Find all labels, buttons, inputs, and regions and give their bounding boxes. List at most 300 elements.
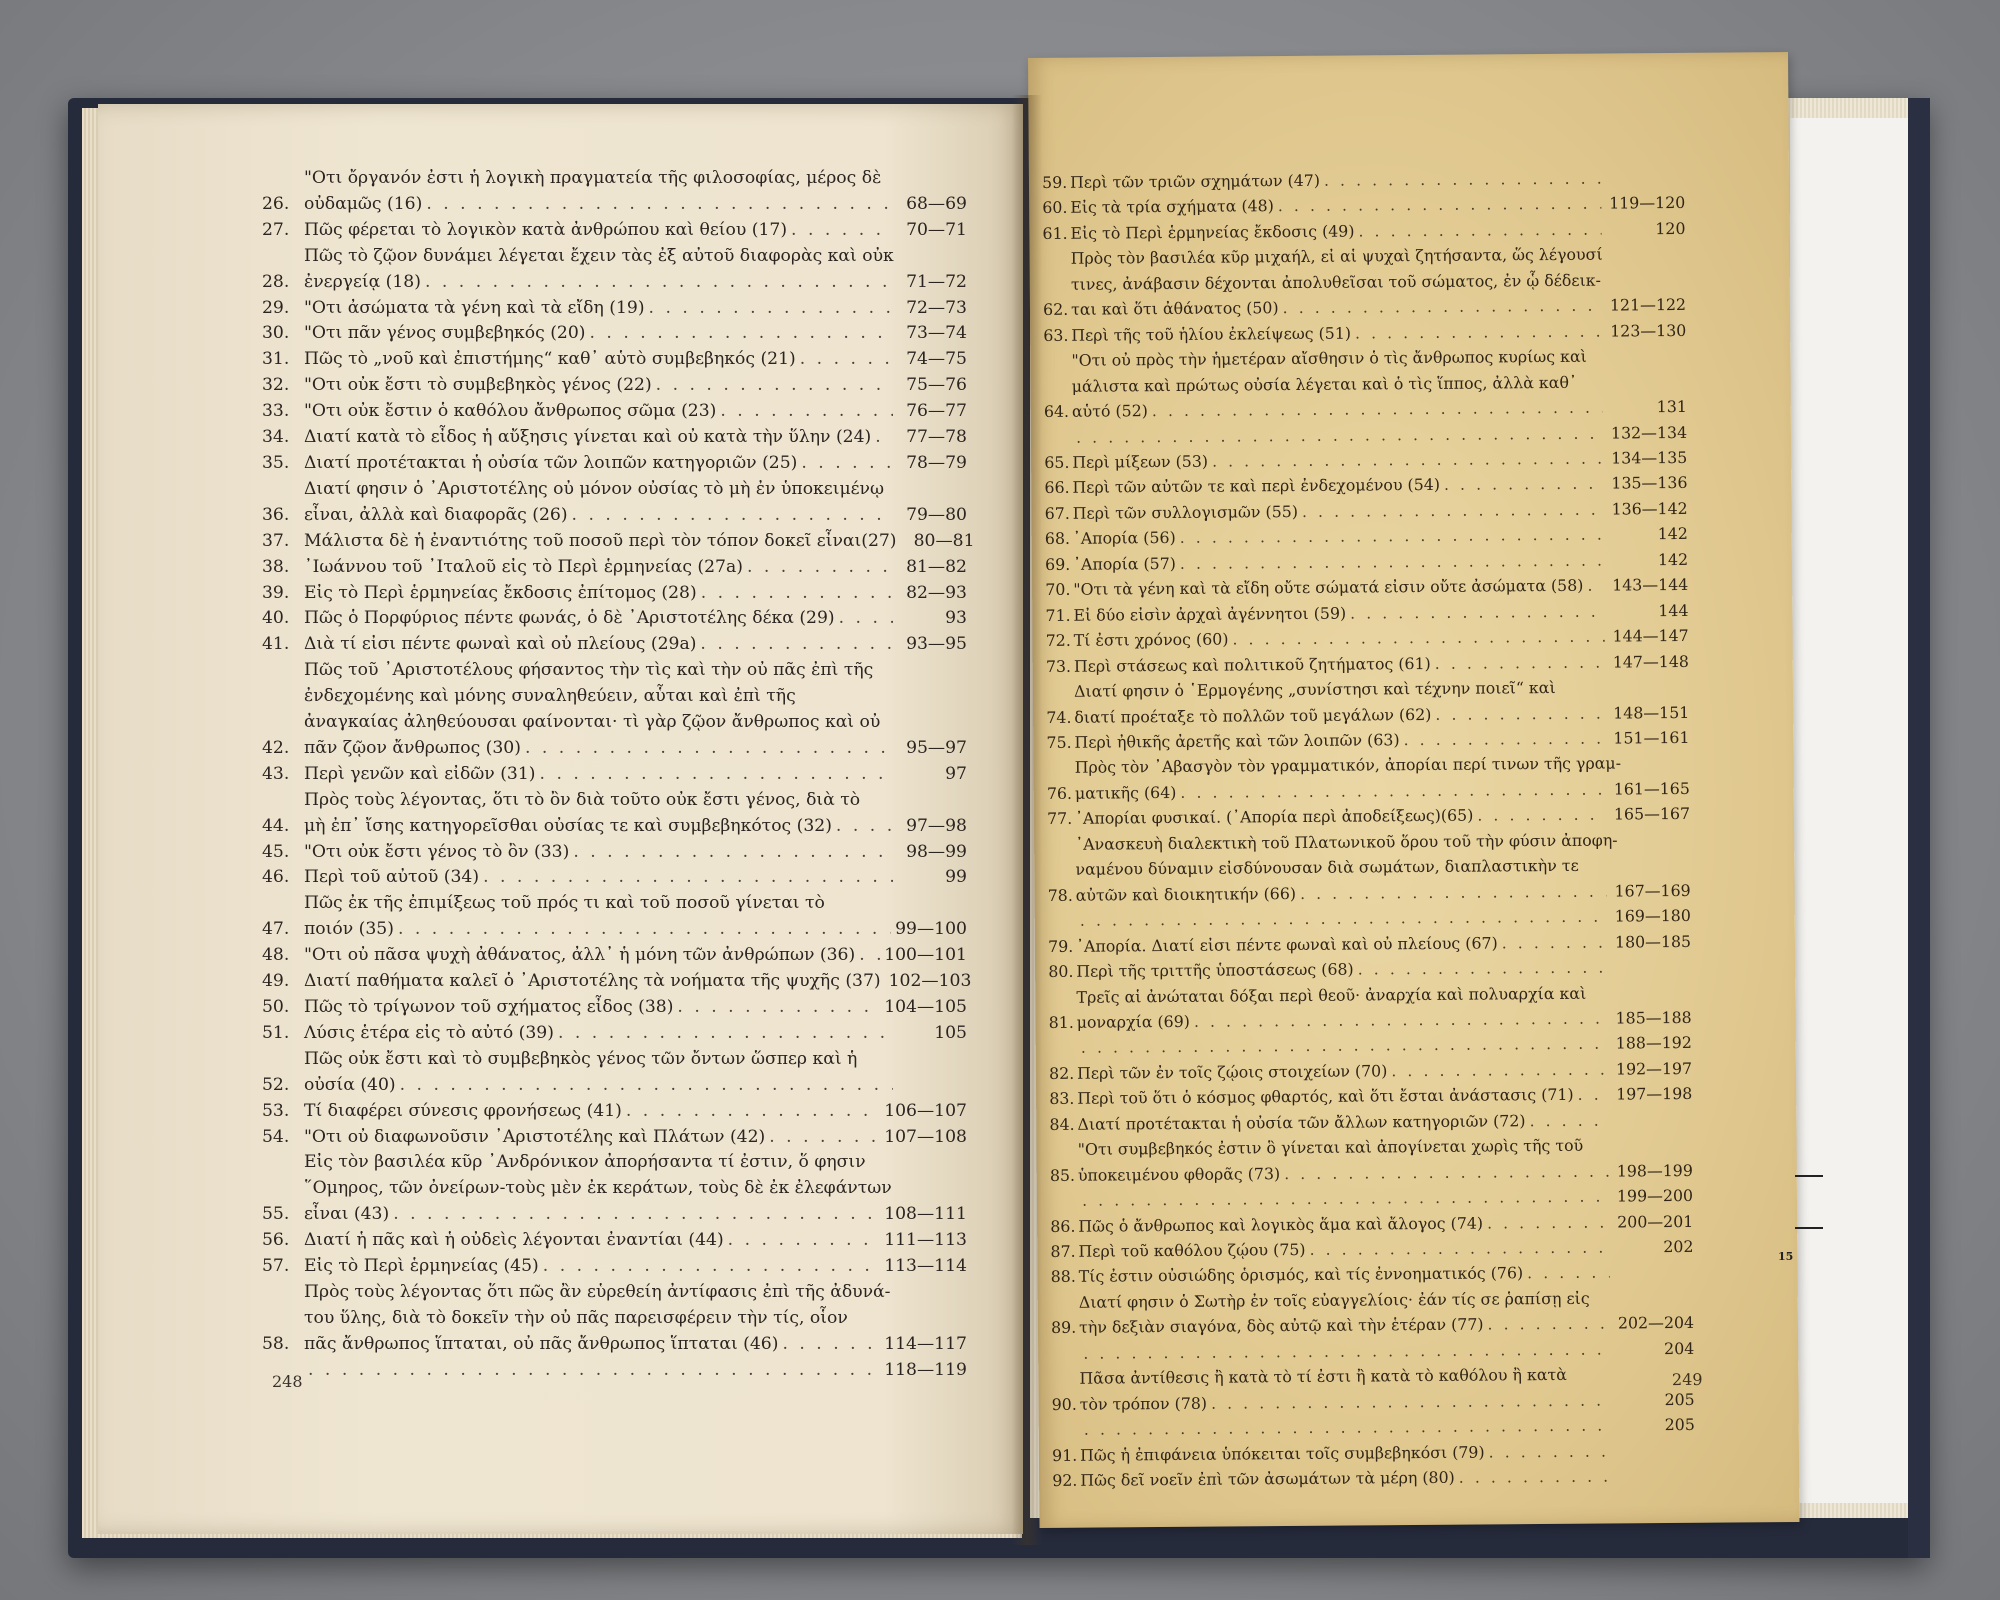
toc-entry-pages: 167—169 — [1614, 880, 1691, 901]
dot-leader — [1180, 547, 1604, 576]
toc-entry-pages: 97—98 — [906, 815, 967, 836]
toc-entry — [1043, 241, 1687, 322]
toc-entry-text: Τί ἐστι χρόνος (60) — [1073, 629, 1229, 650]
toc-entry-text: τὴν δεξιὰν σιαγόνα, δὸς αὐτῷ καὶ τὴν ἑτέραν (77) — [1079, 1314, 1484, 1338]
toc-entry — [262, 529, 975, 555]
dot-leader — [1489, 1438, 1612, 1464]
toc-entry-text: ᾿Απορία (57) — [1073, 553, 1176, 574]
toc-entry-text: "Οτι οὐ πρὸς τὴν ἡμετέραν αἴσθησιν ὁ τὶς ἄνθρωπος κυρίως καὶ — [1071, 346, 1587, 370]
dot-leader — [769, 1125, 880, 1151]
toc-entry-pages — [1614, 1277, 1694, 1278]
toc-entry-pages: 202—204 — [1617, 1313, 1695, 1333]
toc-entry-text: Περὶ ἠθικῆς ἀρετῆς καὶ τῶν λοιπῶν (63) — [1074, 730, 1400, 752]
toc-entry-number: 78. — [1047, 885, 1073, 905]
toc-entry-number: 89. — [1051, 1318, 1077, 1338]
dot-leader — [747, 555, 893, 581]
toc-entry-title — [304, 321, 967, 347]
toc-entry-number: 68. — [1044, 529, 1071, 549]
toc-entry-text: Πρὸς τοὺς λέγοντας, ὅτι τὸ ὂν διὰ τοῦτο οὐκ ἔστι γένος, διὰ τὸ — [304, 789, 861, 810]
toc-entry-title — [304, 1125, 967, 1151]
toc-entry-title — [304, 762, 967, 788]
toc-entry-title — [304, 166, 967, 218]
toc-entry-text: Πρὸς τὸν ᾿Αβασγὸν τὸν γραμματικόν, ἀπορίαι περί τινων τῆς γραμ- — [1074, 753, 1622, 778]
toc-entry — [262, 425, 967, 451]
toc-entry-number: 50. — [262, 997, 290, 1017]
toc-entry-title — [304, 969, 972, 995]
toc-entry-title — [1075, 801, 1690, 831]
dot-leader — [1487, 1209, 1609, 1235]
toc-entry — [262, 606, 967, 632]
toc-entry — [262, 244, 967, 296]
toc-entry-pages: 136—142 — [1611, 498, 1688, 519]
toc-entry-number: 32. — [262, 375, 290, 396]
toc-entry-pages: 108—111 — [884, 1204, 967, 1225]
dot-leader — [875, 425, 893, 451]
toc-entry-pages: 134—135 — [1611, 447, 1688, 468]
toc-entry-title — [304, 1358, 967, 1384]
toc-entry — [1049, 1107, 1692, 1138]
toc-entry-line — [304, 969, 972, 995]
toc-entry-text: Διατί κατὰ τὸ εἶδος ἡ αὔξησις γίνεται καὶ οὐ κατὰ τὴν ὕλην (24) — [304, 427, 872, 448]
toc-entry-line — [304, 270, 967, 296]
toc-entry-line — [1080, 1463, 1695, 1493]
toc-entry-number: 76. — [1046, 783, 1073, 803]
dot-leader — [801, 451, 893, 477]
toc-entry-number: 57. — [262, 1256, 290, 1277]
toc-entry-line — [304, 555, 967, 581]
toc-entry-line — [304, 1047, 967, 1073]
dot-leader — [1391, 1056, 1608, 1083]
toc-entry-line — [304, 606, 967, 632]
dot-leader — [1355, 318, 1602, 345]
toc-entry-pages: 142 — [1657, 524, 1688, 544]
toc-entry — [262, 321, 967, 347]
toc-entry-number: 44. — [262, 815, 290, 836]
toc-entry-line — [1070, 216, 1685, 246]
toc-entry — [1050, 1132, 1693, 1188]
toc-entry-text: Τρεῖς αἱ ἀνώταται δόξαι περὶ θεοῦ· ἀναρχία καὶ πολυαρχία καὶ — [1076, 983, 1587, 1007]
toc-entry-number: 47. — [262, 919, 290, 940]
toc-entry-pages: 105 — [934, 1022, 967, 1043]
toc-entry-text: "Οτι οὐ διαφωνοῦσιν ᾿Αριστοτέλης καὶ Πλάτων (42) — [304, 1126, 766, 1147]
toc-entry — [262, 632, 967, 658]
toc-entry-text: Εἰς τὸ Περὶ ἑρμηνείας ἔκδοσις ἐπίτομος (28) — [304, 582, 697, 603]
toc-entry-line — [1076, 954, 1691, 984]
toc-entry-pages: 68—69 — [906, 193, 967, 214]
toc-entry-text: Περὶ τοῦ καθόλου ζῴου (75) — [1078, 1239, 1306, 1261]
toc-entry-pages: 81—82 — [906, 556, 967, 577]
toc-entry-number: 53. — [262, 1100, 290, 1121]
toc-entry — [1047, 750, 1690, 806]
toc-entry-pages: 143—144 — [1612, 575, 1689, 595]
dot-leader — [398, 917, 891, 943]
toc-entry-text: ᾿Απορία. Διατί εἰσι πέντε φωναὶ καὶ οὐ πλείους (67) — [1076, 933, 1498, 956]
page-number-left: 248 — [272, 1372, 303, 1391]
toc-entry — [1046, 649, 1689, 680]
toc-entry-pages — [1615, 1481, 1695, 1482]
toc-entry-text: Περὶ τῶν τριῶν σχημάτων (47) — [1070, 170, 1321, 192]
toc-entry-number: 77. — [1047, 809, 1073, 829]
toc-entry-number: 31. — [262, 349, 290, 370]
toc-entry-title — [304, 1099, 967, 1125]
toc-entry-line — [1075, 801, 1690, 831]
toc-entry — [262, 1099, 967, 1125]
toc-entry-pages: 202 — [1663, 1236, 1694, 1257]
toc-entry-text: Πῶς δεῖ νοεῖν ἐπὶ τῶν ἀσωμάτων τὰ μέρη (80) — [1080, 1467, 1455, 1490]
toc-entry-title — [304, 943, 967, 969]
dot-leader — [1350, 598, 1605, 625]
toc-entry-line — [1079, 1336, 1694, 1366]
toc-entry-text: Διὰ τί εἰσι πέντε φωναὶ καὶ οὐ πλείους (29a) — [304, 634, 697, 655]
toc-entry-title — [304, 399, 967, 425]
toc-entry-text: ῞Ομηρος, τῶν ὀνείρων-τοὺς μὲν ἐκ κεράτων, τοὺς δὲ ἐκ ἐλεφάντων — [304, 1178, 892, 1199]
toc-entry — [262, 296, 967, 322]
toc-entry-line — [304, 632, 967, 658]
toc-entry-number: 51. — [262, 1022, 290, 1043]
toc-entry-title — [304, 658, 967, 762]
toc-entry — [1046, 674, 1689, 730]
toc-entry-number: 69. — [1045, 554, 1071, 574]
toc-entry-pages: 198—199 — [1616, 1160, 1693, 1181]
toc-entry-title — [1076, 979, 1691, 1035]
toc-entry-title — [304, 1021, 967, 1047]
toc-entry — [262, 658, 967, 762]
toc-entry-text: Πᾶσα ἀντίθεσις ἢ κατὰ τὸ τί ἐστι ἢ κατὰ τὸ καθόλου ἢ κατὰ — [1079, 1365, 1567, 1389]
toc-entry-line — [304, 1176, 967, 1202]
toc-entry-pages: 123—130 — [1610, 320, 1687, 341]
toc-entry-line — [304, 658, 967, 684]
dot-leader — [1587, 573, 1604, 599]
toc-entry-number: 79. — [1048, 936, 1074, 956]
dot-leader — [791, 218, 893, 244]
dot-leader — [836, 814, 893, 840]
toc-entry-number: 29. — [262, 297, 290, 318]
toc-entry-pages: 205 — [1664, 1389, 1695, 1409]
toc-entry-line — [304, 710, 967, 736]
toc-entry-line — [304, 1202, 967, 1228]
dot-leader — [543, 1254, 880, 1280]
toc-entry-line — [304, 1125, 967, 1151]
toc-entry-title — [1079, 1285, 1694, 1341]
toc-entry-number: 59. — [1042, 172, 1068, 192]
toc-entry-pages: 197—198 — [1616, 1084, 1693, 1104]
toc-entry-text: Διατί φησιν ὁ ᾿Αριστοτέλης οὐ μόνον οὐσίας τὸ μὴ ἐν ὑποκειμένῳ — [304, 478, 884, 499]
toc-entry-text: τινες, ἀνάβασιν δέχονται ἀπολυθεῖσαι τοῦ σώματος, ἐν ᾧ δέδεικ- — [1070, 270, 1602, 294]
toc-entry-pages: 144 — [1658, 600, 1689, 620]
toc-entry-pages: 70—71 — [906, 219, 967, 240]
toc-entry-text: ᾿Απορία (56) — [1072, 528, 1176, 549]
toc-entry-title — [1071, 241, 1687, 322]
toc-entry-text: εἶναι, ἀλλὰ καὶ διαφορᾶς (26) — [304, 504, 568, 525]
toc-entry-pages: 76—77 — [906, 401, 967, 422]
dot-leader — [1527, 1260, 1610, 1286]
toc-entry-number: 58. — [262, 1333, 290, 1354]
toc-entry-line — [1075, 827, 1690, 857]
dot-leader — [1302, 496, 1604, 524]
toc-entry-text: ἐνεργείᾳ (18) — [304, 271, 421, 292]
toc-entry — [262, 891, 967, 943]
toc-entry-line — [304, 814, 967, 840]
toc-entry-pages: 180—185 — [1614, 931, 1692, 952]
toc-entry-text: Εἰς τὸ Περὶ ἑρμηνείας (45) — [304, 1256, 539, 1277]
toc-entry-line — [304, 244, 967, 270]
toc-entry-number: 40. — [262, 608, 290, 629]
toc-entry-number: 49. — [262, 971, 290, 992]
toc-entry-title — [304, 865, 967, 891]
toc-entry-number: 42. — [262, 737, 290, 758]
toc-entry-text: Περὶ τῶν συλλογισμῶν (55) — [1072, 501, 1299, 523]
toc-entry-text: Πρὸς τὸν βασιλέα κῦρ μιχαήλ, εἰ αἱ ψυχαὶ ζητήσαντα, ὥς λέγουσί — [1070, 244, 1603, 269]
toc-entry-number: 56. — [262, 1230, 290, 1251]
toc-entry-text: εἶναι (43) — [304, 1204, 390, 1225]
toc-entry-line — [304, 1358, 967, 1384]
dot-leader — [1487, 1311, 1610, 1337]
toc-entry-number: 90. — [1051, 1394, 1077, 1414]
toc-entry-number: 63. — [1043, 325, 1069, 345]
toc-entry-text: Πῶς οὐκ ἔστι καὶ τὸ συμβεβηκὸς γένος τῶν ὄντων ὥσπερ καὶ ἡ — [304, 1048, 858, 1069]
toc-entry-line — [304, 192, 967, 218]
toc-entry-text: Διατί φησιν ὁ ῾Ερμογένης „συνίστησι καὶ τέχνην ποιεῖ“ καὶ — [1074, 678, 1556, 701]
toc-entry-pages: 144—147 — [1612, 626, 1689, 646]
toc-entry-pages: 100—101 — [884, 945, 967, 966]
toc-entry-text: ᾿Ανασκευὴ διαλεκτικὴ τοῦ Πλατωνικοῦ ὅρου τοῦ τὴν φύσιν ἀποφη- — [1075, 830, 1618, 854]
toc-entry-pages: 121—122 — [1609, 295, 1687, 315]
toc-entry-line — [304, 529, 975, 555]
dot-leader — [1403, 726, 1605, 753]
toc-entry-pages: 192—197 — [1615, 1058, 1693, 1079]
toc-entry-pages: 107—108 — [884, 1126, 967, 1147]
dot-leader — [425, 270, 893, 296]
toc-entry-text: "Οτι ἀσώματα τὰ γένη καὶ τὰ εἴδη (19) — [304, 297, 645, 318]
toc-entry-line — [304, 477, 967, 503]
toc-entry-title — [304, 788, 967, 840]
toc-entry-title — [304, 555, 967, 581]
book-gutter — [1012, 95, 1042, 1545]
toc-entry — [1043, 343, 1687, 424]
toc-entry-number: 43. — [262, 763, 290, 784]
toc-entry-text: Πῶς ὁ Πορφύριος πέντε φωνάς, ὁ δὲ ᾿Αριστοτέλης δέκα (29) — [304, 608, 835, 629]
toc-entry-text: "Οτι ὄργανόν ἐστι ἡ λογικὴ πραγματεία τῆς φιλοσοφίας, μέρος δὲ — [304, 168, 882, 188]
toc-entry-line — [304, 917, 967, 943]
toc-entry-text: Διατί φησιν ὁ Σωτὴρ ἐν τοῖς εὐαγγελίοις· ἐάν τίς σε ῥαπίσῃ εἰς — [1078, 1288, 1590, 1312]
toc-entry-line — [304, 1073, 967, 1099]
toc-entry-title — [1074, 649, 1689, 679]
toc-entry-number: 80. — [1048, 961, 1074, 982]
toc-entry-text: Διατί προτέτακται ἡ οὐσία τῶν ἄλλων κατηγοριῶν (72) — [1077, 1110, 1526, 1134]
toc-entry-pages: 151—161 — [1613, 727, 1690, 748]
toc-entry-pages: 200—201 — [1617, 1211, 1694, 1232]
dot-leader — [1152, 395, 1603, 424]
toc-entry-line — [304, 762, 967, 788]
toc-entry — [262, 1358, 967, 1384]
dot-leader — [400, 1073, 893, 1099]
toc-entry-title — [304, 1254, 967, 1280]
toc-entry-text: Περὶ τοῦ ὅτι ὁ κόσμος φθαρτός, καὶ ὅτι ἔσται ἀνάστασις (71) — [1077, 1085, 1574, 1109]
toc-entry-number: 72. — [1045, 630, 1071, 651]
page-number-right: 249 — [1671, 1369, 1703, 1390]
dot-leader — [540, 762, 893, 788]
dot-leader — [1324, 166, 1601, 194]
toc-entry — [262, 1150, 967, 1228]
toc-entry-pages: 75—76 — [906, 375, 967, 396]
toc-entry-pages: 74—75 — [906, 349, 967, 370]
toc-entry — [262, 166, 967, 218]
toc-entry-title — [1078, 1132, 1693, 1188]
toc-entry-title — [304, 632, 967, 658]
toc-entry-title — [304, 529, 975, 555]
toc-entry — [262, 943, 967, 969]
toc-entry-line — [1079, 1259, 1694, 1289]
toc-entry-title — [1075, 827, 1691, 908]
dot-leader — [1180, 776, 1606, 805]
toc-entry — [262, 218, 967, 244]
toc-entry-pages: 119—120 — [1609, 193, 1686, 213]
toc-entry-line — [304, 943, 967, 969]
toc-entry-title — [1079, 1259, 1694, 1289]
toc-entry-pages: 111—113 — [884, 1230, 967, 1251]
toc-entry-title — [304, 581, 967, 607]
toc-entry-number: 33. — [262, 401, 290, 422]
toc-entry-pages: 106—107 — [884, 1100, 967, 1121]
toc-entry-line — [304, 347, 967, 373]
toc-entry-text: μὴ ἐπ᾽ ἴσης κατηγορεῖσθαι οὐσίας τε καὶ συμβεβηκότος (32) — [304, 815, 832, 836]
toc-entry-pages: 93 — [945, 608, 967, 629]
toc-entry-pages: 132—134 — [1610, 422, 1688, 443]
toc-entry — [1046, 725, 1689, 756]
toc-entry-title — [304, 425, 967, 451]
toc-entry-text: Πῶς ἡ ἐπιφάνεια ὑπόκειται τοῖς συμβεβηκόσι (79) — [1080, 1442, 1485, 1465]
toc-entry-title — [1070, 216, 1685, 246]
toc-entry — [262, 995, 967, 1021]
toc-entry-number: 75. — [1046, 732, 1072, 752]
dot-leader — [308, 1358, 880, 1384]
toc-entry-pages: 147—148 — [1612, 651, 1689, 672]
toc-entry-text: "Οτι τὰ γένη καὶ τὰ εἴδη οὔτε σώματά εἰσιν οὔτε ἀσώματα (58) — [1073, 576, 1584, 600]
dot-leader — [1212, 446, 1603, 475]
toc-entry-title — [304, 373, 967, 399]
toc-entry-title — [304, 840, 967, 866]
dot-leader — [589, 321, 893, 347]
toc-entry-line — [304, 425, 967, 451]
toc-entry-number: 83. — [1049, 1089, 1075, 1109]
dot-leader — [1278, 191, 1602, 219]
toc-entry — [262, 1228, 967, 1254]
toc-entry-number: 85. — [1049, 1165, 1076, 1185]
toc-entry-text: Εἰς τὸ Περὶ ἑρμηνείας ἔκδοσις (49) — [1070, 221, 1355, 243]
dot-leader — [839, 606, 893, 632]
toc-entry-pages: 120 — [1655, 218, 1686, 239]
toc-entry-text: Περὶ στάσεως καὶ πολιτικοῦ ζητήματος (61) — [1073, 653, 1431, 676]
toc-entry-text: μάλιστα καὶ πρώτως οὐσία λέγεται καὶ ὁ τὶς ἵππος, ἀλλὰ καθ᾽ — [1071, 372, 1577, 396]
toc-entry-text: Περὶ μίξεων (53) — [1072, 451, 1209, 472]
toc-entry-pages: 102—103 — [888, 971, 972, 992]
toc-entry-number: 36. — [262, 504, 290, 525]
toc-entry-line — [304, 995, 967, 1021]
dot-leader — [1529, 1107, 1608, 1133]
toc-entry-text: Τί διαφέρει σύνεσις φρονήσεως (41) — [304, 1100, 622, 1121]
toc-entry-pages: 104—105 — [884, 997, 967, 1017]
toc-entry-pages: 161—165 — [1613, 778, 1690, 799]
toc-entry-pages: 80—81 — [913, 530, 975, 551]
dot-leader — [728, 1228, 881, 1254]
dot-leader — [483, 865, 893, 891]
dot-leader — [1502, 929, 1608, 955]
toc-entry-text: μοναρχία (69) — [1076, 1011, 1190, 1032]
toc-entry — [1048, 954, 1691, 985]
dot-leader — [1309, 1235, 1609, 1263]
dot-leader — [656, 373, 893, 399]
toc-entry-text: Πῶς φέρεται τὸ λογικὸν κατὰ ἀνθρώπου καὶ θείου (17) — [304, 219, 788, 240]
toc-entry-line — [304, 1021, 967, 1047]
dot-leader — [1578, 1082, 1609, 1108]
toc-entry-pages: 205 — [1664, 1415, 1695, 1435]
toc-entry-number: 26. — [262, 193, 290, 214]
toc-entry-text: Πρὸς τοὺς λέγοντας ὅτι πῶς ἂν εὑρεθείη ἀντίφασις ἐπὶ τῆς ἀδυνά- — [304, 1281, 891, 1302]
toc-entry-title — [304, 1280, 967, 1358]
toc-entry-pages: 99 — [945, 867, 967, 888]
toc-entry — [1043, 318, 1686, 349]
dot-leader — [393, 1202, 880, 1228]
toc-entry-line — [1077, 1107, 1692, 1137]
dot-leader — [426, 192, 893, 218]
toc-entry-text: "Οτι οὐκ ἔστι γένος τὸ ὂν (33) — [304, 841, 570, 862]
toc-entry-number: 45. — [262, 841, 290, 862]
toc-entry-line — [304, 1280, 967, 1306]
toc-entry-pages: 199—200 — [1616, 1186, 1694, 1206]
toc-entry-line — [304, 166, 967, 192]
toc-entry-number: 73. — [1045, 656, 1072, 676]
dot-leader — [1083, 1336, 1610, 1366]
toc-entry-pages: 78—79 — [906, 452, 967, 473]
dot-leader — [1284, 1158, 1609, 1186]
toc-entry-text: Εἰς τὸν βασιλέα κῦρ ᾿Ανδρόνικον ἀπορήσαντα τί ἐστιν, ὅ φησιν — [304, 1152, 866, 1173]
toc-entry-number: 86. — [1050, 1216, 1076, 1236]
toc-entry — [1048, 979, 1691, 1035]
toc-entry — [1042, 216, 1685, 247]
dot-leader — [782, 1332, 880, 1358]
toc-entry-number: 74. — [1046, 707, 1072, 727]
toc-entry-title — [304, 451, 967, 477]
dot-leader — [859, 943, 880, 969]
toc-entry-number: 38. — [262, 556, 290, 577]
toc-entry-text: πᾶς ἄνθρωπος ἵπταται, οὐ πᾶς ἄνθρωπος ἵπταται (46) — [304, 1333, 779, 1354]
toc-right — [1042, 165, 1695, 1494]
toc-entry-text: αὐτῶν καὶ διοικητικήν (66) — [1075, 883, 1297, 905]
toc-entry-pages: 82—93 — [906, 582, 967, 603]
toc-entry-pages: 188—192 — [1615, 1033, 1692, 1053]
toc-entry-text: "Οτι οὐκ ἔστι τὸ συμβεβηκὸς γένος (22) — [304, 375, 652, 396]
cover-edge — [1908, 98, 1930, 1558]
toc-entry-pages: 71—72 — [906, 271, 967, 292]
toc-entry-line — [1074, 649, 1689, 679]
toc-entry-text: ται καὶ ὅτι ἀθάνατος (50) — [1071, 298, 1279, 320]
toc-entry-pages: 73—74 — [906, 323, 967, 344]
toc-entry — [262, 581, 967, 607]
toc-entry-text: Διατί ἡ πᾶς καὶ ἡ οὐδεὶς λέγονται ἐναντίαι (44) — [304, 1230, 724, 1251]
toc-entry-line — [304, 788, 967, 814]
toc-entry-line — [304, 373, 967, 399]
toc-entry-text: Πῶς ὁ ἄνθρωπος καὶ λογικὸς ἅμα καὶ ἄλογος (74) — [1078, 1213, 1484, 1236]
toc-entry-line — [304, 296, 967, 322]
toc-entry-number: 70. — [1045, 580, 1071, 600]
toc-entry-number: 67. — [1044, 503, 1070, 523]
toc-entry-text: Μάλιστα δὲ ἡ ἐναντιότης τοῦ ποσοῦ περὶ τὸν τόπον δοκεῖ εἶναι(27) — [304, 530, 897, 551]
toc-entry-number: 46. — [262, 867, 290, 888]
leaf-rule — [1795, 1175, 1823, 1177]
toc-entry-text: ναμένου δύναμιν εἰσδύνουσαν διὰ σωμάτων, διαπλαστικὴν τε — [1075, 856, 1579, 879]
toc-entry-text: ᾿Απορίαι φυσικαί. (᾿Απορία περὶ ἀποδείξεως)(65) — [1075, 805, 1474, 829]
toc-entry-pages: 131 — [1656, 397, 1687, 417]
